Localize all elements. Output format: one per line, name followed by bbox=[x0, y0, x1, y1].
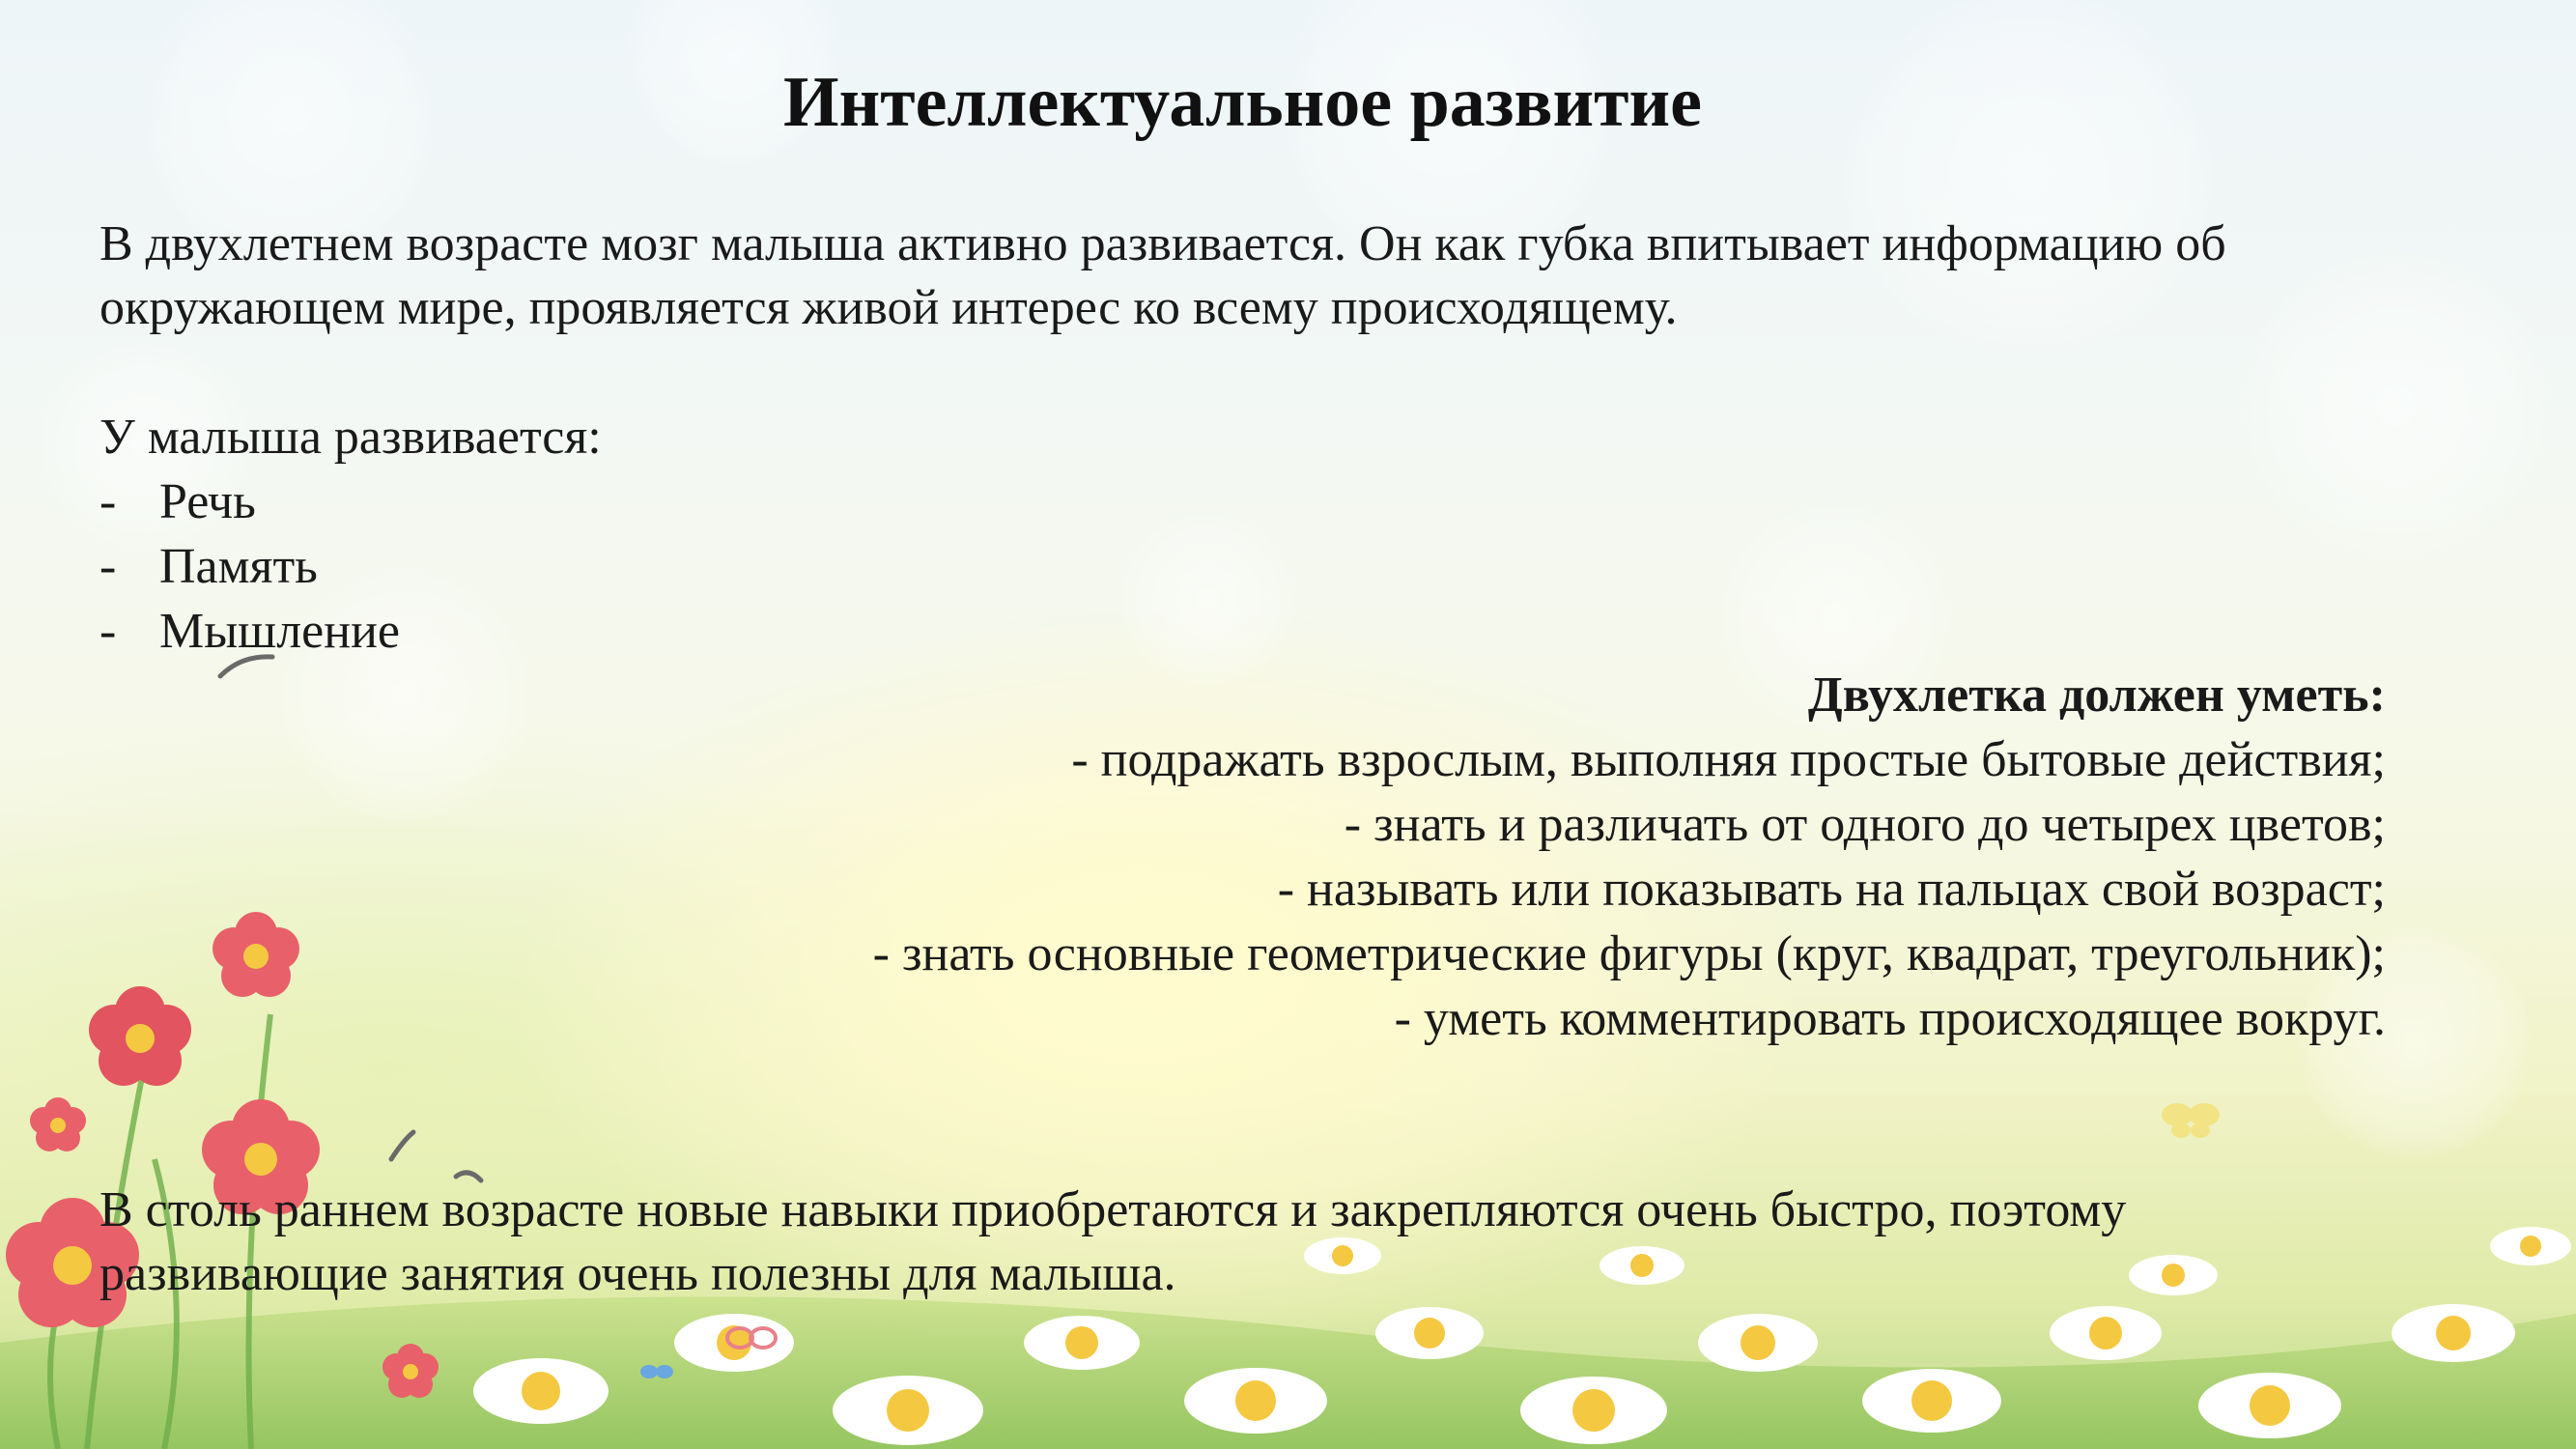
list-item-label: Мышление bbox=[159, 604, 400, 659]
closing-line: развивающие занятия очень полезны для малыша. bbox=[99, 1246, 1176, 1301]
bullet-dash: - bbox=[99, 604, 117, 659]
closing-paragraph bbox=[99, 1179, 2418, 1306]
intro-line: В двухлетнем возрасте мозг малыша активно развивается. Он как губка впитывает информацию об bbox=[99, 216, 2226, 271]
skill-item: - уметь комментировать происходящее вокруг. bbox=[1394, 991, 2386, 1046]
skill-item: - знать основные геометрические фигуры (круг, квадрат, треугольник); bbox=[872, 926, 2386, 981]
skills-heading: Двухлетка должен уметь: bbox=[1807, 668, 2386, 723]
closing-line: В столь раннем возрасте новые навыки приобретаются и закрепляются очень быстро, поэтому bbox=[99, 1182, 2127, 1237]
bullet-dash: - bbox=[99, 474, 117, 529]
skill-item: - подражать взрослым, выполняя простые бытовые действия; bbox=[1071, 732, 2386, 787]
develops-heading: У малыша развивается: bbox=[99, 410, 602, 465]
skill-item: - называть или показывать на пальцах свой возраст; bbox=[1277, 862, 2386, 917]
skills-block bbox=[551, 663, 2386, 1051]
skill-item: - знать и различать от одного до четырех цветов; bbox=[1344, 797, 2386, 852]
list-item bbox=[99, 599, 400, 664]
list-item bbox=[99, 469, 400, 534]
intro-paragraph bbox=[99, 213, 2466, 340]
develops-list bbox=[99, 469, 400, 664]
list-item bbox=[99, 534, 400, 599]
list-item-label: Память bbox=[159, 539, 318, 594]
list-item-label: Речь bbox=[159, 474, 256, 529]
intro-line: окружающем мире, проявляется живой интерес ко всему происходящему. bbox=[99, 280, 1678, 335]
slide-title: Интеллектуальное развитие bbox=[783, 63, 1702, 142]
bullet-dash: - bbox=[99, 539, 117, 594]
